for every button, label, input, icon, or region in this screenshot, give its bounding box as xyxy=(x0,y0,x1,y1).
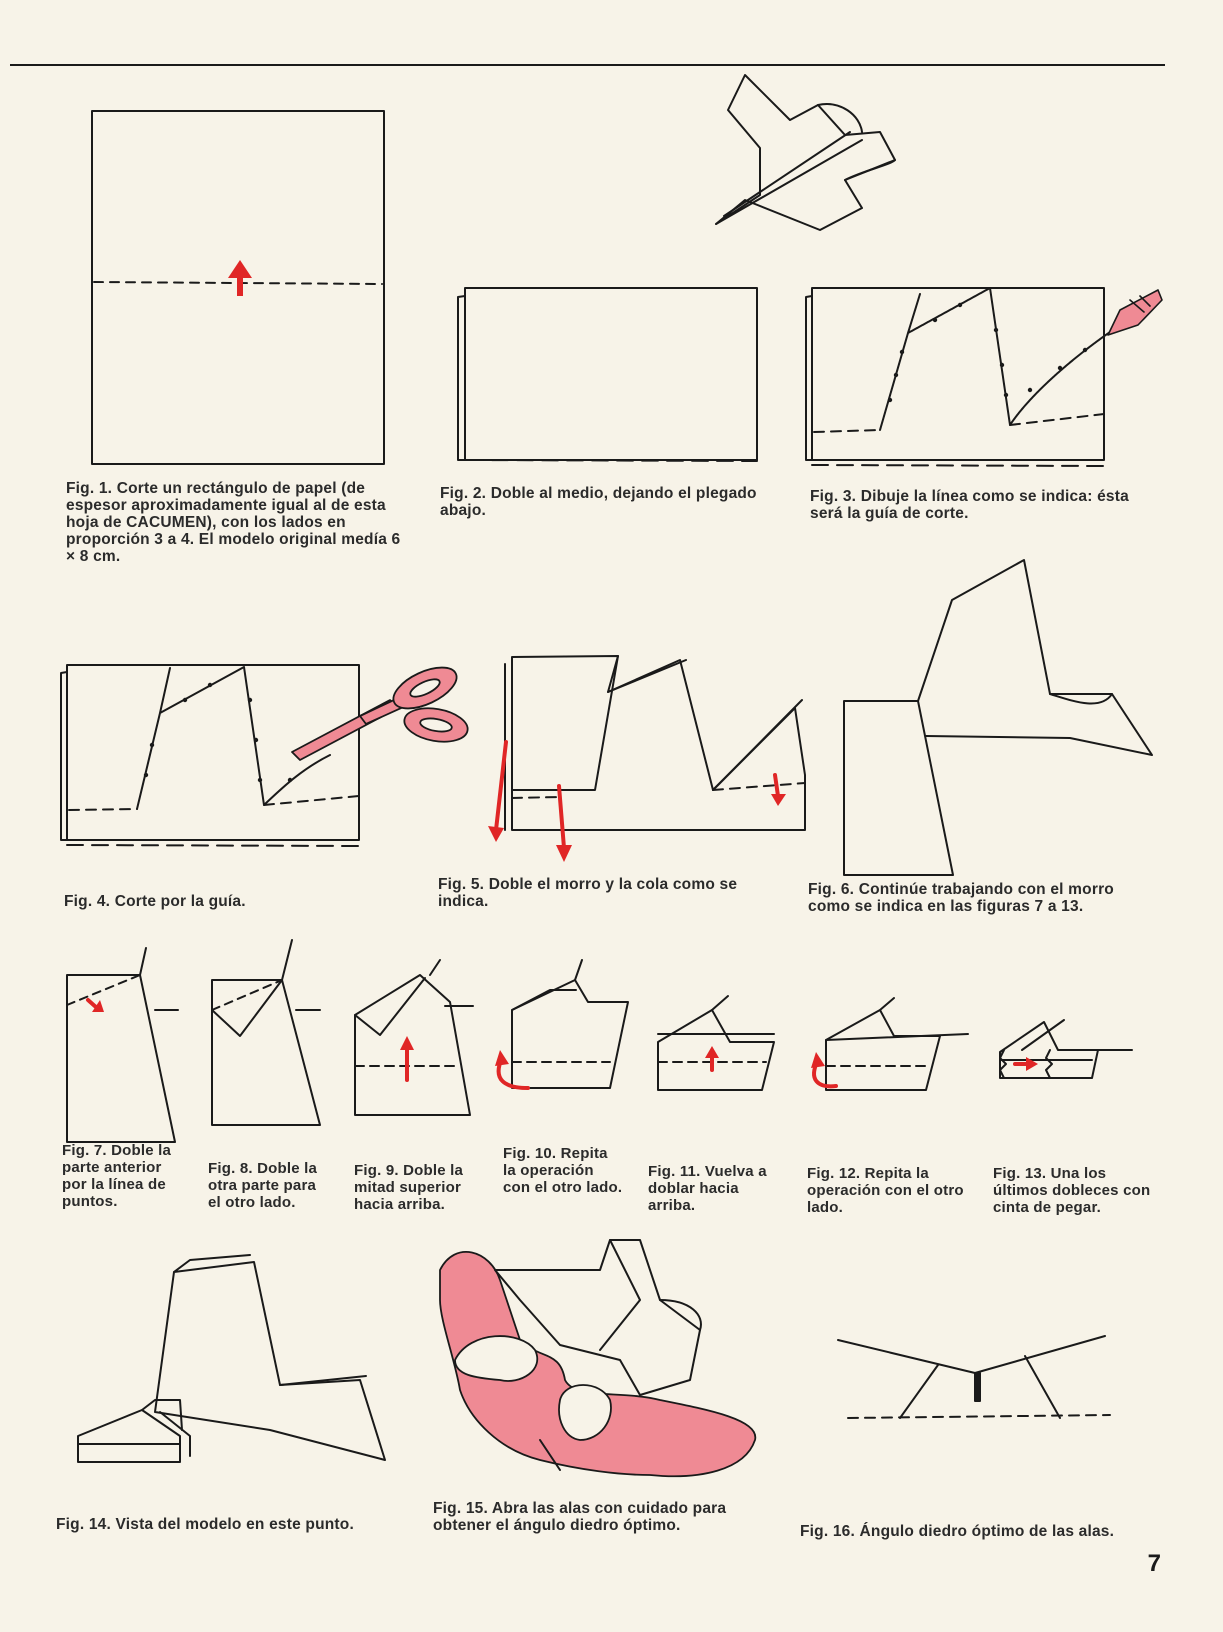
fig13-drawing xyxy=(1000,1020,1132,1078)
fig2-drawing xyxy=(458,288,757,461)
caption-fig1: Fig. 1. Corte un rectángulo de papel (de espesor aproximadamente igual al de esta hoja de CACUMEN), con los lados en proporción 3 a 4. El modelo original medía 6 × 8 cm. xyxy=(66,480,401,565)
fig14-drawing xyxy=(78,1255,385,1462)
fig1-drawing xyxy=(92,111,384,464)
airplane-sketch-top xyxy=(716,75,895,230)
caption-fig8: Fig. 8. Doble la otra parte para el otro lado. xyxy=(208,1160,318,1211)
caption-fig10: Fig. 10. Repita la operación con el otro lado. xyxy=(503,1145,623,1196)
fig5-drawing xyxy=(488,656,805,862)
arrow-up-icon xyxy=(228,260,252,296)
fig4-drawing xyxy=(61,659,470,846)
caption-fig3: Fig. 3. Dibuje la línea como se indica: ésta será la guía de corte. xyxy=(810,488,1129,522)
arrow-down-icon xyxy=(88,1000,104,1012)
fig7-drawing xyxy=(67,948,178,1142)
caption-fig14: Fig. 14. Vista del modelo en este punto. xyxy=(56,1516,354,1533)
fig16-drawing xyxy=(838,1336,1110,1418)
fig8-drawing xyxy=(212,940,320,1125)
fig15-drawing xyxy=(440,1240,755,1476)
scissors-icon xyxy=(292,659,470,760)
fig11-drawing xyxy=(658,996,774,1090)
caption-fig4: Fig. 4. Corte por la guía. xyxy=(64,893,246,910)
page-number: 7 xyxy=(1147,1550,1161,1577)
caption-fig2: Fig. 2. Doble al medio, dejando el plegado abajo. xyxy=(440,485,757,519)
fig12-drawing xyxy=(811,998,968,1090)
pencil-icon xyxy=(1108,290,1162,335)
caption-fig6: Fig. 6. Continúe trabajando con el morro como se indica en las figuras 7 a 13. xyxy=(808,881,1114,915)
caption-fig9: Fig. 9. Doble la mitad superior hacia arriba. xyxy=(354,1162,464,1213)
caption-fig7: Fig. 7. Doble la parte anterior por la línea de puntos. xyxy=(62,1142,172,1210)
arrow-up-icon xyxy=(400,1036,414,1080)
caption-fig13: Fig. 13. Una los últimos dobleces con cinta de pegar. xyxy=(993,1165,1151,1216)
arrow-up-icon xyxy=(705,1046,719,1070)
caption-fig12: Fig. 12. Repita la operación con el otro lado. xyxy=(807,1165,964,1216)
fig10-drawing xyxy=(495,960,628,1088)
caption-fig16: Fig. 16. Ángulo diedro óptimo de las alas. xyxy=(800,1523,1115,1540)
fig6-drawing xyxy=(844,560,1152,875)
fig3-drawing xyxy=(806,288,1162,466)
caption-fig5: Fig. 5. Doble el morro y la cola como se indica. xyxy=(438,876,738,910)
fig9-drawing xyxy=(355,960,473,1115)
curved-arrow-icon xyxy=(811,1052,836,1086)
caption-fig11: Fig. 11. Vuelva a doblar hacia arriba. xyxy=(648,1163,767,1214)
caption-fig15: Fig. 15. Abra las alas con cuidado para obtener el ángulo diedro óptimo. xyxy=(433,1500,727,1534)
